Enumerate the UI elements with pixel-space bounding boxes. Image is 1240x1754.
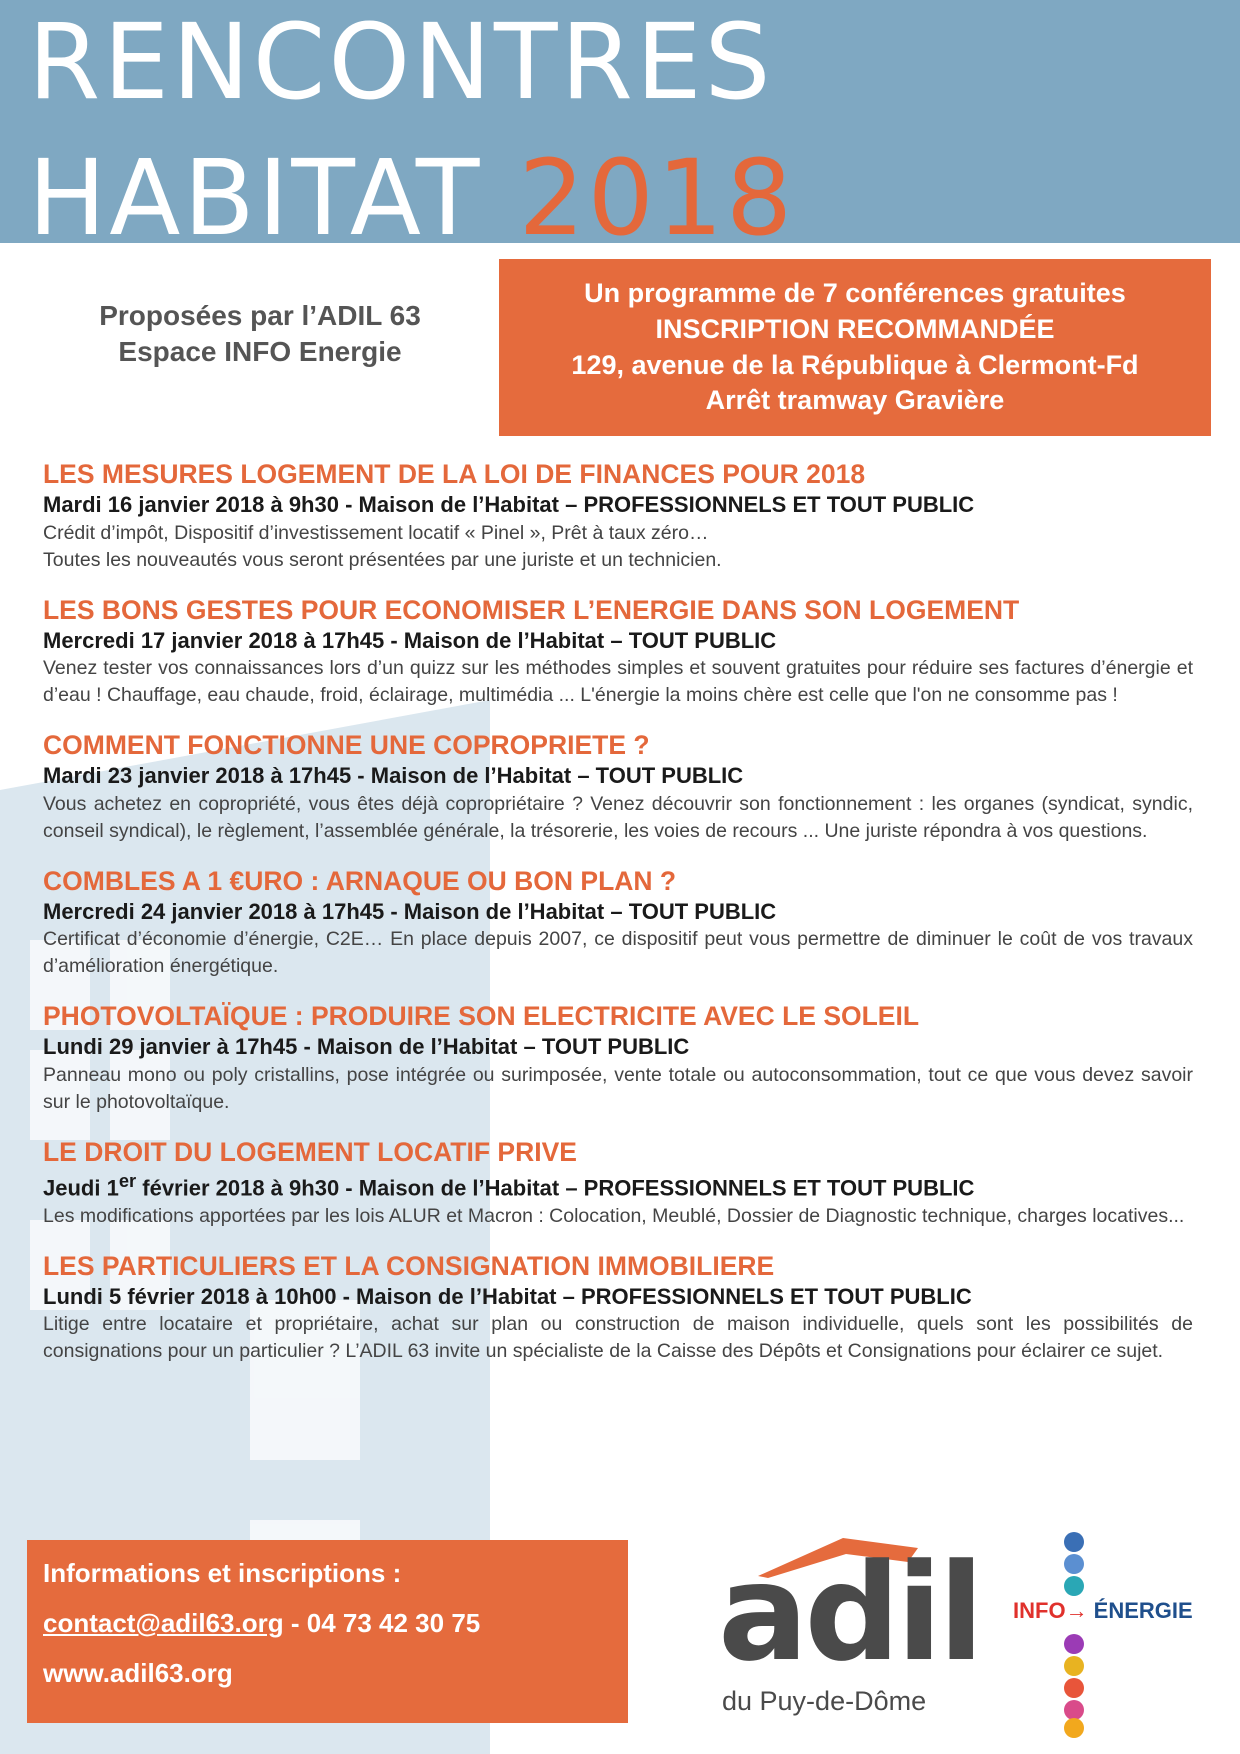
info-heading: Informations et inscriptions : — [43, 1558, 402, 1588]
conference-description: Panneau mono ou poly cristallins, pose intégrée ou surimposée, vente totale ou autoconsommation, tout ce que vous devez savoir sur le photovoltaïque. — [43, 1063, 1193, 1113]
phone-number: - 04 73 42 30 75 — [283, 1608, 481, 1638]
conference-date: Mardi 16 janvier 2018 à 9h30 - Maison de l’Habitat – PROFESSIONNELS ET TOUT PUBLIC — [43, 492, 975, 518]
title-line-2 — [28, 137, 796, 259]
conference-description: Les modifications apportées par les lois ALUR et Macron : Colocation, Meublé, Dossier de Diagnostic technique, charges locatives... — [43, 1204, 1185, 1227]
info-energie-logo — [1010, 1532, 1225, 1737]
program-line-2: INSCRIPTION RECOMMANDÉE — [655, 313, 1055, 344]
conference-title: LES PARTICULIERS ET LA CONSIGNATION IMMOBILIERE — [43, 1250, 775, 1281]
conference-title: PHOTOVOLTAÏQUE : PRODUIRE SON ELECTRICITE AVEC LE SOLEIL — [43, 1001, 920, 1032]
conference-title: LE DROIT DU LOGEMENT LOCATIF PRIVE — [43, 1136, 577, 1167]
adil-logo — [718, 1535, 981, 1738]
conference-description: Certificat d’économie d’énergie, C2E… En place depuis 2007, ce dispositif peut vous permettre de diminuer le coût de vos travaux d’amélioration énergétique. — [43, 928, 1193, 978]
conference-item — [43, 729, 1193, 845]
conference-date: Mercredi 17 janvier 2018 à 17h45 - Maison de l’Habitat – TOUT PUBLIC — [43, 627, 777, 653]
conference-title: COMMENT FONCTIONNE UNE COPROPRIETE ? — [43, 730, 650, 761]
program-line-3: 129, avenue de la République à Clermont-Fd — [571, 349, 1139, 380]
adil-wordmark: adil — [718, 1535, 981, 1691]
organizer-line-1: Proposées par l’ADIL 63 — [99, 300, 421, 331]
conference-date: Lundi 29 janvier à 17h45 - Maison de l’Habitat – TOUT PUBLIC — [43, 1034, 690, 1060]
title-habitat: HABITAT — [28, 137, 483, 259]
title-year: 2018 — [518, 137, 796, 259]
adil-subtitle: du Puy-de-Dôme — [722, 1686, 927, 1716]
info-energie-text — [1013, 1598, 1193, 1624]
date-suffix: février 2018 à 9h30 - Maison de l’Habitat – PROFESSIONNELS ET TOUT PUBLIC — [136, 1175, 975, 1201]
date-ordinal: er — [118, 1169, 137, 1191]
conference-description: Venez tester vos connaissances lors d’un quizz sur les méthodes simples et souvent gratuites pour réduire ses factures d’énergie et d’eau ! Chauffage, eau chaude, froid, éclairage, multimédia ... L'énergie la moins chère est celle que l'on ne consomme pas ! — [43, 657, 1193, 707]
conference-description — [43, 520, 1193, 574]
conference-item — [43, 458, 1193, 574]
program-box — [499, 259, 1211, 436]
ie-energie-word: ÉNERGIE — [1087, 1598, 1193, 1623]
program-line-4: Arrêt tramway Gravière — [705, 385, 1005, 416]
contact-line — [43, 1608, 480, 1639]
info-energie-dots-icon — [1064, 1532, 1088, 1737]
conference-item — [43, 865, 1193, 981]
conference-title: LES MESURES LOGEMENT DE LA LOI DE FINANCES POUR 2018 — [43, 459, 866, 489]
conference-date: Lundi 5 février 2018 à 10h00 - Maison de l’Habitat – PROFESSIONNELS ET TOUT PUBLIC — [43, 1283, 972, 1309]
conference-date — [43, 1169, 1193, 1203]
conference-title: COMBLES A 1 €URO : ARNAQUE OU BON PLAN ? — [43, 865, 677, 896]
conference-description: Litige entre locataire et propriétaire, achat sur plan ou construction de maison individuelle, quels sont les possibilités de consignations pour un particulier ? L’ADIL 63 invite un spécialiste de la Caisse des Dépôts et Consignations pour éclairer ce sujet. — [43, 1313, 1193, 1363]
website-link[interactable]: www.adil63.org — [43, 1658, 233, 1688]
organizer-block — [60, 298, 460, 371]
ie-info-word: INFO — [1013, 1598, 1066, 1623]
program-line-1: Un programme de 7 conférences gratuites — [584, 277, 1126, 308]
description-line: Toutes les nouveautés vous seront présentées par une juriste et un technicien. — [43, 548, 722, 571]
conference-date: Mardi 23 janvier 2018 à 17h45 - Maison de l’Habitat – TOUT PUBLIC — [43, 763, 744, 789]
title-line-1: RENCONTRES — [28, 1, 774, 123]
email-link[interactable]: contact@adil63.org — [43, 1608, 284, 1638]
conference-list — [43, 458, 1193, 1385]
header-banner — [0, 0, 1240, 259]
conference-title: LES BONS GESTES POUR ECONOMISER L’ENERGIE DANS SON LOGEMENT — [43, 594, 1020, 625]
conference-date: Mercredi 24 janvier 2018 à 17h45 - Maison de l’Habitat – TOUT PUBLIC — [43, 898, 777, 924]
description-line: Crédit d’impôt, Dispositif d’investissement locatif « Pinel », Prêt à taux zéro… — [43, 521, 709, 544]
contact-info-box — [27, 1540, 628, 1723]
organizer-line-2: Espace INFO Energie — [118, 336, 402, 368]
date-prefix: Jeudi 1 — [43, 1175, 119, 1201]
conference-item — [43, 1250, 1193, 1366]
conference-item — [43, 594, 1193, 710]
conference-item — [43, 1000, 1193, 1116]
conference-description: Vous achetez en copropriété, vous êtes déjà copropriétaire ? Venez découvrir son fonctionnement : les organes (syndicat, syndic, conseil syndical), le règlement, l’assemblée générale, la trésorerie, les voies de recours ... Une juriste répondra à vos questions. — [43, 792, 1193, 842]
ie-arrow-icon: → — [1065, 1598, 1088, 1623]
conference-item — [43, 1136, 1193, 1230]
